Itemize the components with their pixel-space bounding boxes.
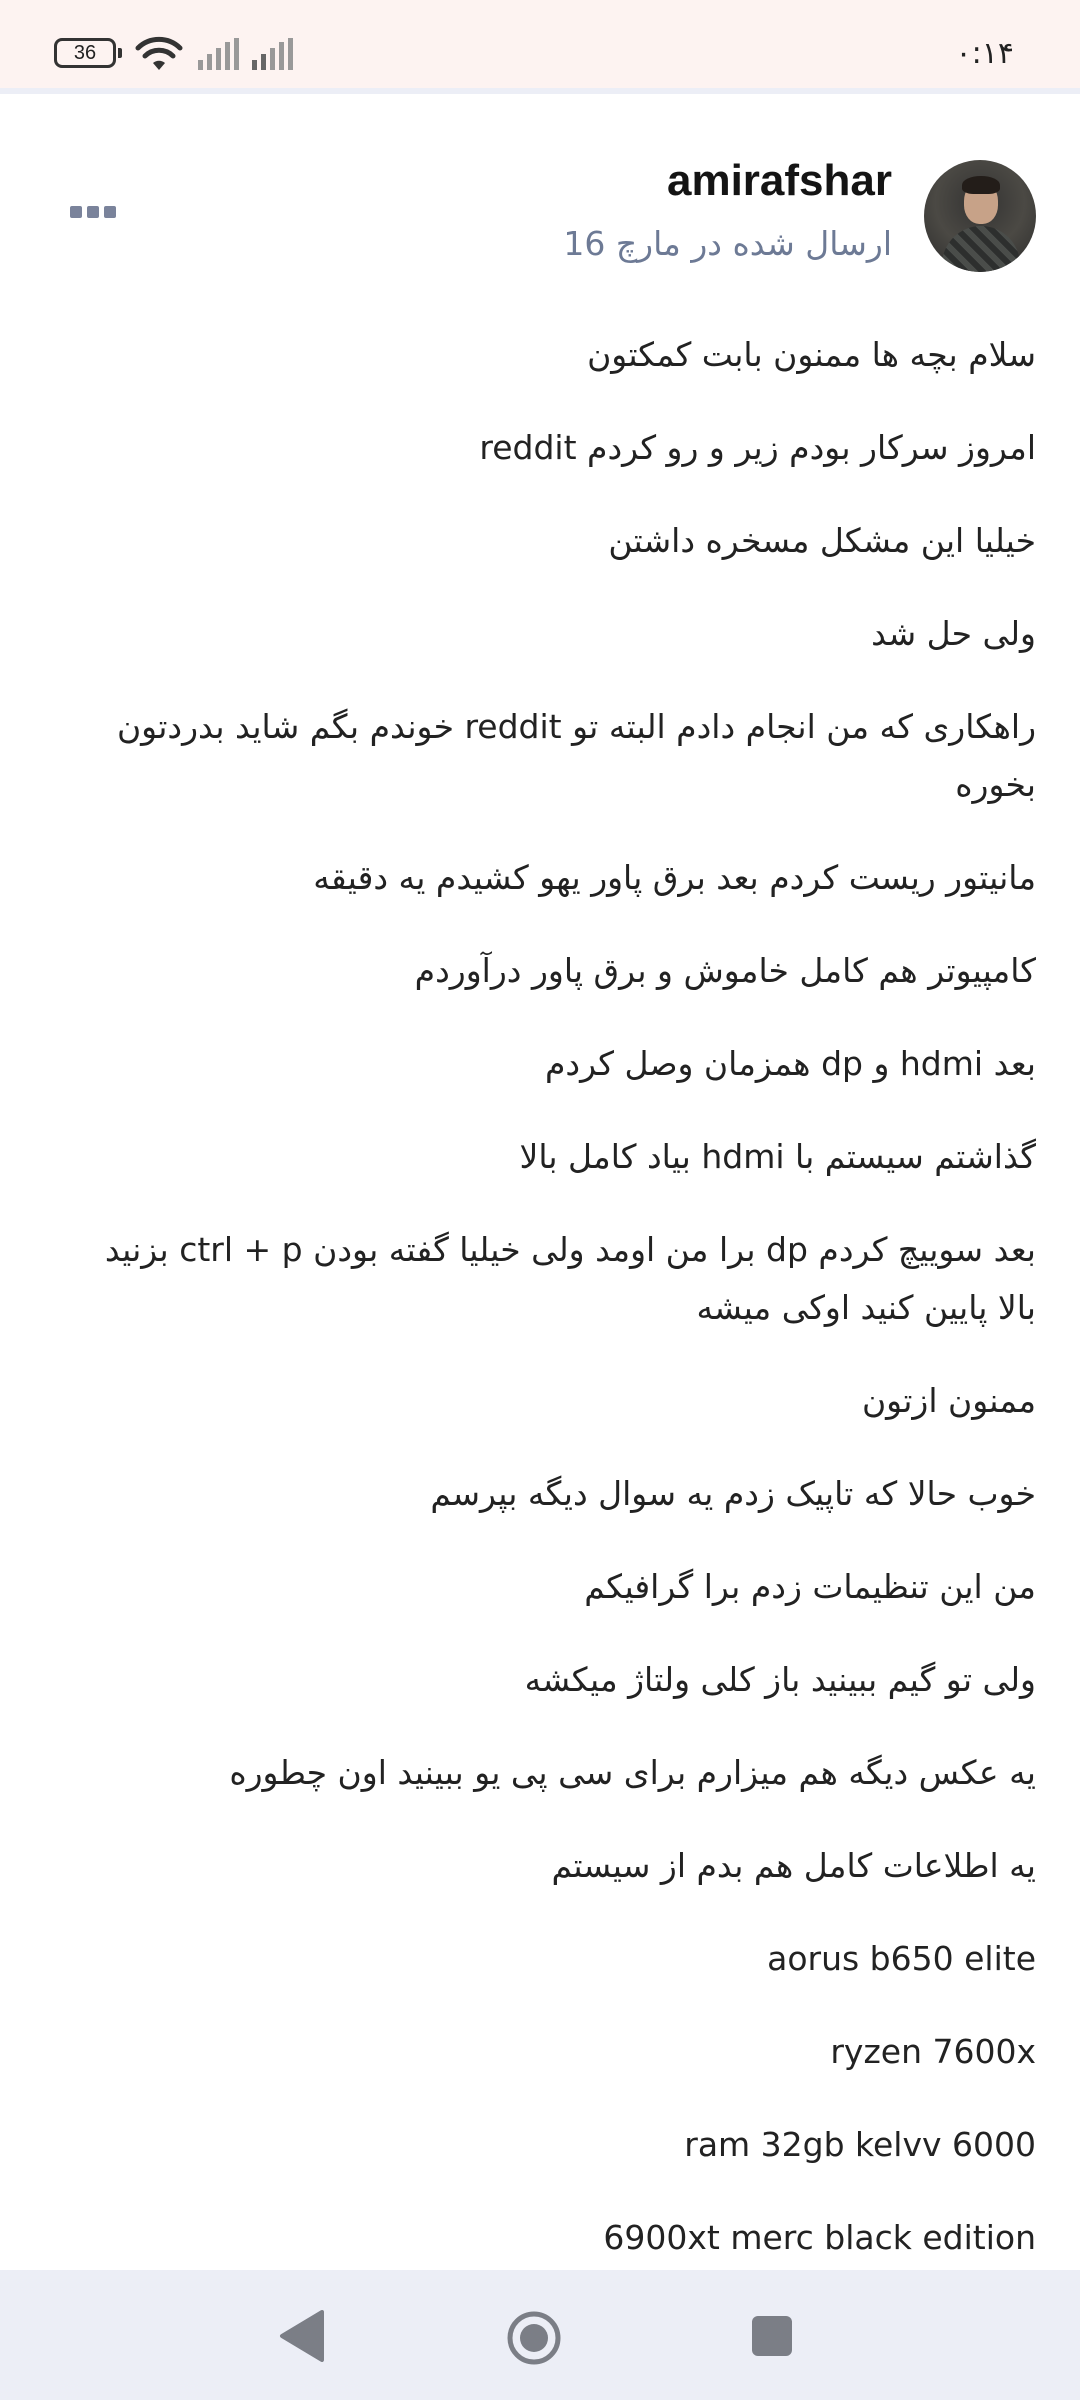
post-line: یه اطلاعات کامل هم بدم از سیستم bbox=[551, 1846, 1036, 1885]
post-line: ممنون ازتون bbox=[861, 1381, 1036, 1420]
post-line: خیلیا این مشکل مسخره داشتن bbox=[608, 521, 1036, 560]
spec-line: aorus b650 elite bbox=[767, 1939, 1036, 1978]
status-time: ۰:۱۴ bbox=[955, 36, 1014, 71]
wifi-icon bbox=[134, 34, 184, 74]
post-line: یه عکس دیگه هم میزارم برای سی پی یو ببینید اون چطوره bbox=[229, 1753, 1036, 1792]
recent-apps-icon[interactable] bbox=[752, 2316, 792, 2356]
navigation-bar bbox=[0, 2270, 1080, 2400]
status-bar bbox=[0, 0, 1080, 94]
post-line: بعد سوییچ کردم dp برا من اومد ولی خیلیا گفته بودن ctrl + p بزنید بالا پایین کنید اوکی میشه bbox=[104, 1230, 1036, 1327]
post-line: خوب حالا که تاپیک زدم یه سوال دیگه بپرسم bbox=[430, 1474, 1036, 1513]
avatar[interactable] bbox=[924, 160, 1036, 272]
post-body bbox=[60, 326, 1036, 2360]
battery-icon bbox=[54, 38, 116, 68]
author-name[interactable]: amirafshar bbox=[666, 156, 892, 205]
post-line: بعد hdmi و dp همزمان وصل کردم bbox=[544, 1044, 1036, 1083]
home-icon[interactable] bbox=[506, 2310, 562, 2366]
post-line: من این تنظیمات زدم برا گرافیکم bbox=[584, 1567, 1036, 1606]
post-line: گذاشتم سیستم با hdmi بیاد کامل بالا bbox=[519, 1137, 1036, 1176]
post-header bbox=[0, 150, 1080, 290]
post-line: ولی تو گیم ببینید باز کلی ولتاژ میکشه bbox=[524, 1660, 1036, 1699]
post-line: امروز سرکار بودم زیر و رو کردم reddit bbox=[479, 428, 1036, 467]
spec-line: ram 32gb kelvv 6000 bbox=[684, 2125, 1036, 2164]
signal-icon-2 bbox=[250, 38, 296, 70]
battery-level: 36 bbox=[73, 42, 97, 64]
more-options-icon[interactable] bbox=[70, 200, 126, 224]
spec-line: 6900xt merc black edition bbox=[603, 2218, 1036, 2257]
back-icon[interactable] bbox=[278, 2310, 324, 2362]
spec-line: ryzen 7600x bbox=[830, 2032, 1036, 2071]
post-line: مانیتور ریست کردم بعد برق پاور یهو کشیدم یه دقیقه bbox=[313, 858, 1036, 897]
post-line: راهکاری که من انجام دادم البته تو reddit خوندم بگم شاید بدردتون بخوره bbox=[116, 707, 1036, 804]
post-date: ارسال شده در مارچ 16 bbox=[563, 224, 892, 263]
post-line: ولی حل شد bbox=[871, 614, 1036, 653]
post-line: کامپیوتر هم کامل خاموش و برق پاور درآوردم bbox=[414, 951, 1036, 990]
post-line: سلام بچه ها ممنون بابت کمکتون bbox=[587, 335, 1036, 374]
signal-icon bbox=[196, 38, 242, 70]
